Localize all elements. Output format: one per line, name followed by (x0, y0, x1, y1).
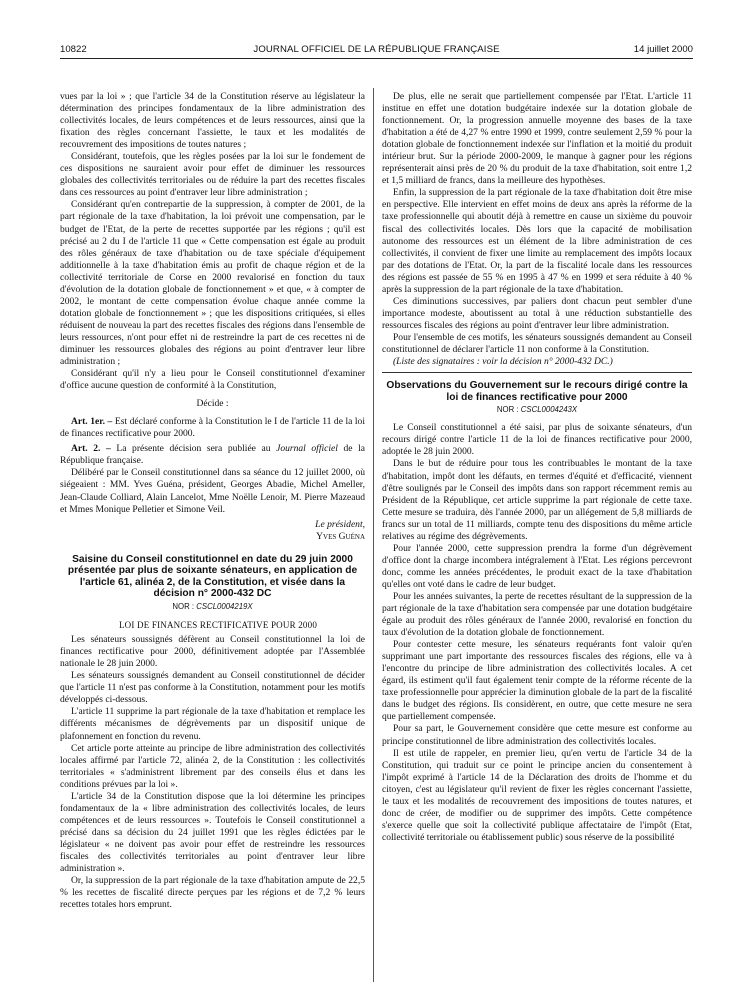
paragraph: Pour l'année 2000, cette suppression prendra la forme d'un dégrèvement d'office dont la charge incombera intégralement à l'Etat. Les régions percevront donc, comme les années précédentes, le produit exact de la taxe d'habitation qu'elles ont voté dans le cadre de leur budget. (382, 542, 692, 590)
issue-date: 14 juillet 2000 (633, 44, 693, 55)
article-2-text-end: de la République française. (60, 443, 365, 467)
right-column (382, 91, 692, 844)
paragraph: Pour l'ensemble de ces motifs, les sénateurs soussignés demandent au Conseil constitutionnel de déclarer l'article 11 non conforme à la Constitution. (382, 331, 692, 355)
signature-role: Le président, (315, 518, 365, 530)
header-rule (60, 58, 693, 59)
article-1-text: Est déclaré conforme à la Constitution le I de l'article 11 de la loi de finances rectificative pour 2000. (60, 416, 365, 440)
paragraph: Ces diminutions successives, par paliers dont chacun peut sembler d'une importance modeste, aboutissent au total à une réduction substantielle des ressources fiscales des régions au point d'entraver leur libre administration. (382, 295, 692, 331)
paragraph: Considérant qu'en contrepartie de la suppression, à compter de 2001, de la part régionale de la taxe d'habitation, la loi prévoit une compensation, par le budget de l'Etat, de la perte de recettes supportée par les régions ; qu'il est précisé au 2 du I de l'article 11 que « Cette compensation est égale au produit des rôles généraux de taxe d'habitation ou de taxe spéciale d'équipement additionnelle à la taxe d'habitation émis au profit de chaque région et de la collectivité territoriale de Corse en 2000 revalorisé en fonction du taux d'évolution de la dotation globale de fonctionnement » et que, « à compter de 2002, le montant de cette compensation évolue chaque année comme la dotation globale de fonctionnement » ; que les dispositions critiquées, si elles réduisent de nouveau la part des recettes fiscales des régions dans l'ensemble de leurs ressources, n'ont pour effet ni de restreindre la part de ces recettes ni de diminuer les ressources globales des régions au point d'entraver leur libre administration ; (60, 199, 365, 368)
decide-heading: Décide : (196, 398, 229, 410)
paragraph: Pour contester cette mesure, les sénateurs requérants font valoir qu'en supprimant une part importante des ressources fiscales des régions, elle va à l'encontre du principe de libre administration des collectivités locales. A cet égard, ils estiment qu'il faut également tenir compte de la réforme récente de la taxe professionnelle pour apprécier la diminution globale de la part de la fiscalité dans le budget des régions. Ils considèrent, en outre, que cette mesure ne sera que partiellement compensée. (382, 639, 692, 723)
paragraph: L'article 34 de la Constitution dispose que la loi détermine les principes fondamentaux de la « libre administration des collectivités locales, de leurs compétences et de leurs ressources ». Toutefois le Conseil constitutionnel a précisé dans sa décision du 24 juillet 1991 que les règles édictées par le législateur « ne doivent pas avoir pour effet de restreindre les ressources fiscales des collectivités territoriales au point d'entraver leur libre administration ». (60, 790, 365, 875)
saisine-nor: NOR : CSCL0004219X (172, 602, 253, 612)
signatories-note: (Liste des signataires : voir la décision n° 2000-432 DC.) (393, 356, 613, 368)
section-rule (382, 372, 692, 373)
paragraph: Les sénateurs soussignés défèrent au Conseil constitutionnel la loi de finances rectificative pour 2000, définitivement adoptée par l'Assemblée nationale le 28 juin 2000. (60, 634, 365, 670)
paragraph: Il est utile de rappeler, en premier lieu, qu'en vertu de l'article 34 de la Constitution, qui traduit sur ce point le principe ancien du consentement à l'impôt exprimé à l'article 14 de la Déclaration des droits de l'homme et du citoyen, c'est au législateur qu'il revient de fixer les règles concernant l'assiette, le taux et les modalités de recouvrement des impositions de toutes natures, et donc de créer, de modifier ou de supprimer des impôts. Cette compétence s'exerce quelle que soit la collectivité publique affectataire de l'impôt (Etat, collectivité territoriale ou établissement public) sous réserve de la possibilité (382, 747, 692, 843)
paragraph: Considérant, toutefois, que les règles posées par la loi sur le fondement de ces dispositions ne sauraient avoir pour effet de diminuer les ressources globales des collectivités territoriales ou de réduire la part des recettes fiscales dans ces ressources au point d'entraver leur libre administration ; (60, 151, 365, 199)
article-2-label: Art. 2. – (71, 443, 111, 455)
left-column (60, 91, 365, 911)
page-header (60, 44, 693, 58)
article-1-label: Art. 1er. – (71, 416, 113, 428)
paragraph: Considérant qu'il n'y a lieu pour le Conseil constitutionnel d'examiner d'office aucune question de conformité à la Constitution, (60, 368, 365, 392)
signature-name: Yves Guéna (316, 530, 365, 542)
paragraph: Cet article porte atteinte au principe de libre administration des collectivités locales affirmé par l'article 72, alinéa 2, de la Constitution : les collectivités territoriales « s'administrent librement par des conseils élus et dans les conditions prévues par la loi ». (60, 742, 365, 790)
paragraph: Dans le but de réduire pour tous les contribuables le montant de la taxe d'habitation, impôt dont les défauts, en termes d'équité et d'efficacité, viennent d'être soulignés par le Conseil des impôts dans son rapport récemment remis au Président de la République, cet article supprime la part régionale de cette taxe. Cette mesure se traduira, dès l'année 2000, par un allégement de 5,8 milliards de francs sur un total de 11 milliards, compte tenu des dispositions du même article relatives au régime des dégrèvements. (382, 458, 692, 542)
column-divider (373, 88, 374, 982)
article-2 (60, 443, 365, 467)
observations-title: Observations du Gouvernement sur le recours dirigé contre la loi de finances rectificative pour 2000 (386, 380, 688, 403)
paragraph: Pour les années suivantes, la perte de recettes résultant de la suppression de la part régionale de la taxe d'habitation sera compensée par une dotation budgétaire égale au produit des rôles généraux de l'année 2000, revalorisé en fonction du taux d'évolution de la dotation globale de fonctionnement. (382, 590, 692, 639)
journal-title: JOURNAL OFFICIEL DE LA RÉPUBLIQUE FRANÇAISE (253, 44, 500, 55)
paragraph: L'article 11 supprime la part régionale de la taxe d'habitation et remplace les différents mécanismes de dégrèvements par un dispositif unique de plafonnement en fonction du revenu. (60, 706, 365, 742)
observations-nor: NOR : CSCL0004243X (496, 405, 578, 415)
paragraph: Pour sa part, le Gouvernement considère que cette mesure est conforme au principe constitutionnel de libre administration des collectivités locales. (382, 723, 692, 747)
saisine-title: Saisine du Conseil constitutionnel en date du 29 juin 2000 présentée par plus de soixante sénateurs, en application de l'article 61, alinéa 2, de la Constitution, et visée dans la décision n° 2000-432 DC (67, 553, 358, 600)
journal-officiel-italic: Journal officiel (276, 443, 338, 455)
article-2-text: La présente décision sera publiée au (116, 443, 271, 455)
paragraph: Or, la suppression de la part régionale de la taxe d'habitation ampute de 22,5 % les recettes de fiscalité directe perçues par les régions et de 7,2 % leurs recettes totales hors emprunt. (60, 875, 365, 911)
subheading: LOI DE FINANCES RECTIFICATIVE POUR 2000 (118, 620, 318, 631)
article-1 (60, 416, 365, 440)
paragraph: Les sénateurs soussignés demandent au Conseil constitutionnel de décider que l'article 11 n'est pas conforme à la Constitution, notamment pour les motifs développés ci-dessous. (60, 670, 365, 706)
page-number: 10822 (60, 44, 87, 55)
deliberation: Délibéré par le Conseil constitutionnel dans sa séance du 12 juillet 2000, où siégeaient : MM. Yves Guéna, président, Georges Abadie, Michel Ameller, Jean-Claude Colliard, Alain Lancelot, Mme Noëlle Lenoir, M. Pierre Mazeaud et Mmes Monique Pelletier et Simone Veil. (60, 467, 365, 515)
paragraph: vues par la loi » ; que l'article 34 de la Constitution réserve au législateur la détermination des principes fondamentaux de la libre administration des collectivités locales, de leurs compétences et de leurs ressources, ainsi que la fixation des règles concernant l'assiette, le taux et les modalités de recouvrement des impositions de toutes natures ; (60, 91, 365, 151)
paragraph: Le Conseil constitutionnel a été saisi, par plus de soixante sénateurs, d'un recours dirigé contre l'article 11 de la loi de finances rectificative pour 2000, adoptée le 28 juin 2000. (382, 422, 692, 458)
paragraph: Enfin, la suppression de la part régionale de la taxe d'habitation doit être mise en perspective. Elle intervient en effet moins de deux ans après la réforme de la taxe professionnelle qui aboutit déjà à remettre en cause un sixième du pouvoir fiscal des collectivités locales. Dès lors que la capacité de mobilisation autonome des ressources est un élément de la libre administration de ces collectivités, il convient de fixer une limite au remplacement des impôts locaux par des dotations de l'Etat. Or, la part de la fiscalité locale dans les ressources des régions est passée de 55 % en 1995 à 47 % en 1999 et sera réduite à 40 % après la suppression de la part régionale de la taxe d'habitation. (382, 187, 692, 295)
paragraph: De plus, elle ne serait que partiellement compensée par l'Etat. L'article 11 institue en effet une dotation budgétaire indexée sur la dotation globale de fonctionnement. Or, la progression annuelle moyenne des bases de la taxe d'habitation a été de 4,27 % entre 1990 et 1999, contre seulement 2,59 % pour la dotation globale de fonctionnement indexée sur l'inflation et la moitié du produit intérieur brut. Sur la période 2000-2009, le manque à gagner pour les régions représenterait ainsi près de 20 % du produit de la taxe d'habitation, soit entre 1,2 et 1,5 milliard de francs, dans la meilleure des hypothèses. (382, 91, 692, 187)
